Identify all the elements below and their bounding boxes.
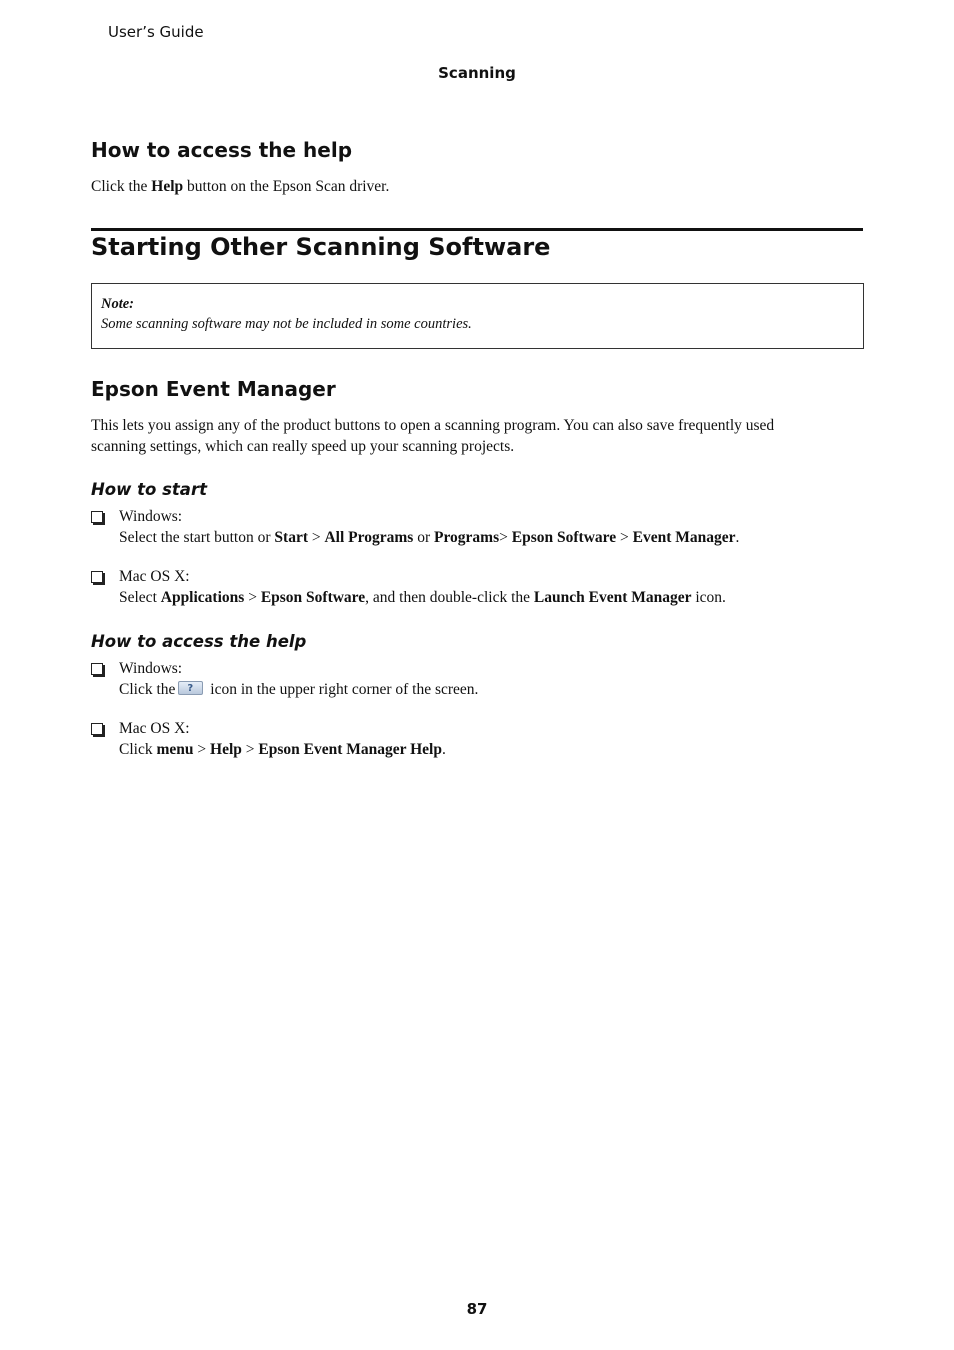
help-paragraph: Click the Help button on the Epson Scan driver. <box>91 178 390 195</box>
event-manager-intro: This lets you assign any of the product buttons to open a scanning program. You can also save frequently used scanning settings, which can really speed up your scanning projects. <box>91 417 775 455</box>
checkbox-bullet-icon <box>91 567 111 590</box>
checkbox-bullet-icon <box>91 719 111 742</box>
event-manager-heading: Epson Event Manager <box>91 377 336 401</box>
section-name: Scanning <box>438 64 516 82</box>
how-to-help-heading: How to access the help <box>91 632 307 651</box>
chapter-rule <box>91 228 863 231</box>
list-item-mac-start: Mac OS X: Select Applications > Epson Software, and then double-click the Launch Event Manager icon. <box>91 567 863 608</box>
help-button-label: Help <box>151 178 184 195</box>
chapter-title: Starting Other Scanning Software <box>91 233 551 261</box>
list-item-mac-help: Mac OS X: Click menu > Help > Epson Event Manager Help. <box>91 719 863 760</box>
note-box <box>91 283 864 349</box>
list-item-windows-start: Windows: Select the start button or Start > All Programs or Programs> Epson Software > Event Manager. <box>91 507 863 548</box>
page-number: 87 <box>466 1300 488 1318</box>
note-text: Some scanning software may not be included in some countries. <box>101 316 472 332</box>
running-title: User’s Guide <box>108 23 204 41</box>
list-item-windows-help: Windows: Click the? icon in the upper right corner of the screen. <box>91 659 863 700</box>
help-heading: How to access the help <box>91 138 353 162</box>
how-to-start-heading: How to start <box>91 480 207 499</box>
checkbox-bullet-icon <box>91 507 111 530</box>
help-icon <box>178 681 203 695</box>
note-title: Note: <box>101 296 135 312</box>
checkbox-bullet-icon <box>91 659 111 682</box>
